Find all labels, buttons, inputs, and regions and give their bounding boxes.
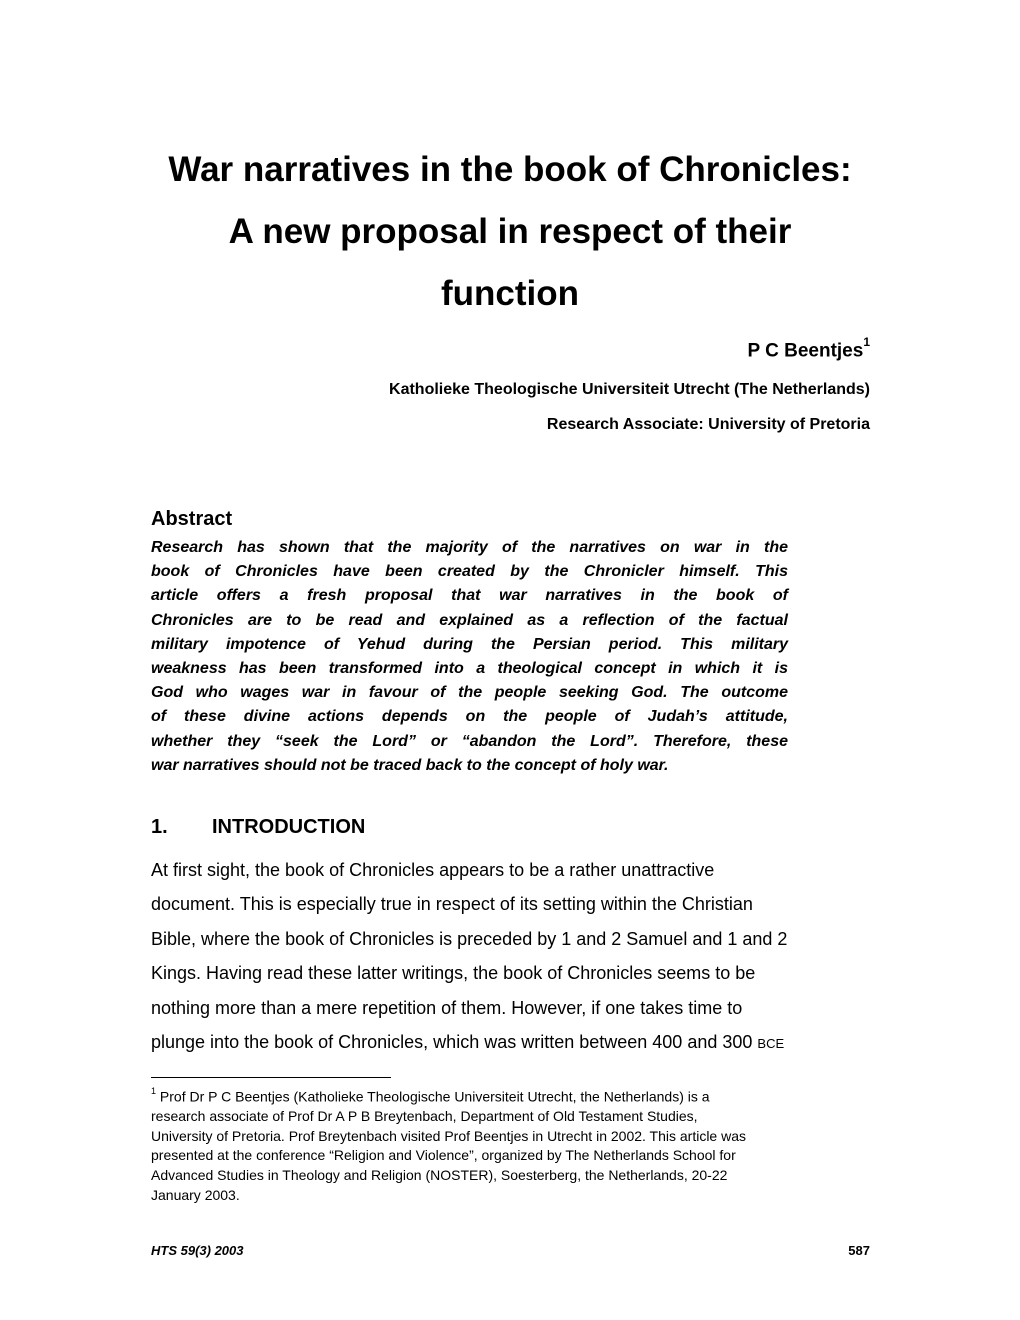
abstract-body (151, 536, 788, 778)
body-line: document. This is especially true in respect of its setting within the Christian (151, 894, 753, 915)
abstract-line: military impotence of Yehud during the Persian period. This military (151, 635, 788, 653)
body-line: Kings. Having read these latter writings, the book of Chronicles seems to be (151, 963, 756, 984)
section-title: INTRODUCTION (212, 816, 366, 838)
title-line: A new proposal in respect of their (228, 212, 792, 252)
footnote-divider (151, 1077, 391, 1078)
body-line: At first sight, the book of Chronicles appears to be a rather unattractive (151, 860, 715, 880)
author-research-affiliation: Research Associate: University of Pretoria (546, 416, 870, 433)
abstract-line: article offers a fresh proposal that war narratives in the book of (151, 587, 788, 605)
abstract-line: God who wages war in favour of the people seeking God. The outcome (151, 684, 788, 702)
era-abbreviation: BCE (757, 1036, 785, 1052)
section-heading-introduction (151, 816, 365, 839)
abstract-line: book of Chronicles have been created by the Chronicler himself. This (151, 563, 788, 581)
introduction-body (151, 853, 861, 1061)
abstract-line: war narratives should not be traced back to the concept of holy war. (151, 756, 669, 774)
footnote-1 (151, 1084, 871, 1205)
abstract-line: Chronicles are to be read and explained as a reflection of the factual (151, 611, 788, 629)
author-name-text: P C Beentjes (747, 340, 864, 362)
abstract-line: of these divine actions depends on the people of Judah’s attitude, (151, 708, 788, 726)
abstract-line: weakness has been transformed into a theological concept in which it is (151, 660, 788, 678)
author-footnote-marker[interactable]: 1 (863, 335, 870, 349)
journal-citation: HTS 59(3) 2003 (151, 1243, 244, 1258)
title-line: function (440, 274, 580, 314)
abstract-line: whether they “seek the Lord” or “abandon the Lord”. Therefore, these (151, 732, 788, 750)
body-line-text: plunge into the book of Chronicles, which was written between 400 and 300 (151, 1032, 753, 1053)
body-line: nothing more than a mere repetition of them. However, if one takes time to (151, 997, 743, 1018)
footnote-line: University of Pretoria. Prof Breytenbach visited Prof Beentjes in Utrecht in 2002. This article was (151, 1127, 747, 1144)
author-name (747, 335, 871, 362)
footnote-line-text: Prof Dr P C Beentjes (Katholieke Theologische Universiteit Utrecht, the Netherlands) is a (159, 1088, 710, 1105)
footnote-line (151, 1084, 871, 1107)
article-title (120, 139, 900, 325)
footnote-marker: 1 (151, 1086, 157, 1096)
author-affiliation: Katholieke Theologische Universiteit Utrecht (The Netherlands) (389, 381, 870, 398)
body-line: Bible, where the book of Chronicles is preceded by 1 and 2 Samuel and 1 and 2 (151, 928, 788, 949)
footnote-line: January 2003. (151, 1186, 240, 1203)
page-number: 587 (848, 1243, 870, 1258)
footnote-line: Advanced Studies in Theology and Religion (NOSTER), Soesterberg, the Netherlands, 20-22 (151, 1167, 728, 1184)
footnote-line: research associate of Prof Dr A P B Breytenbach, Department of Old Testament Studies, (151, 1108, 698, 1125)
abstract-line: Research has shown that the majority of the narratives on war in the (151, 539, 788, 556)
section-number: 1. (151, 816, 168, 838)
footnote-line: presented at the conference “Religion and Violence”, organized by The Netherlands School for (151, 1147, 736, 1164)
body-line-last (151, 1025, 861, 1061)
abstract-heading: Abstract (151, 508, 233, 530)
title-line: War narratives in the book of Chronicles: (168, 150, 852, 190)
